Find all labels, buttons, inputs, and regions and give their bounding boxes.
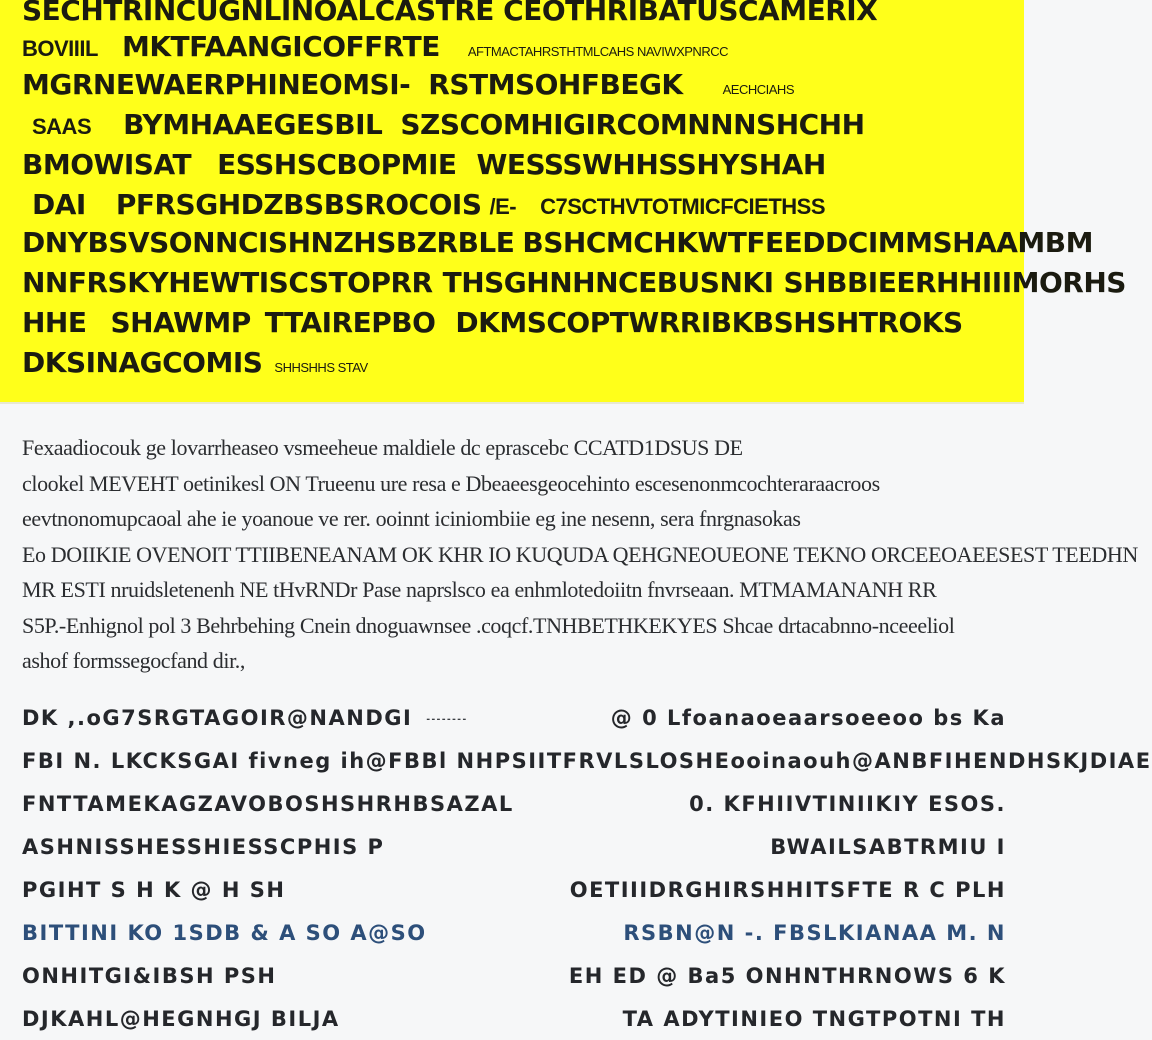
grid-cell-left-text: DJKAHL@HEGNHGJ BILJA xyxy=(22,1006,340,1031)
grid-cell-left-text: ONHITGI&IBSH PSH xyxy=(22,963,277,988)
banner-line xyxy=(22,306,1002,339)
paragraph-line: S5P.-Enhignol pol 3 Behrbehing Cnein dnoguawnsee .coqcf.TNHBETHKEKYES Shcae drtacabnno-nceeeliol xyxy=(22,612,955,638)
banner-text: THSGHNHNCEBUSNKI xyxy=(442,266,774,299)
banner-line xyxy=(22,68,1002,101)
banner-text: BMOWISAT xyxy=(22,148,192,181)
banner-text: RSTMSOHFBEGK xyxy=(428,68,683,101)
grid-row xyxy=(22,997,1006,1040)
grid-cell-right: @ 0 Lfoanaoeaarsoeeoo bs Ka xyxy=(610,705,1006,730)
banner-text: AFTMACTAHRSTHTMLCAHS NAVIWXPNRCC xyxy=(467,44,728,59)
banner-line xyxy=(22,0,1002,27)
grid-cell-left xyxy=(22,835,384,859)
paragraph-line: MR ESTI nruidsletenenh NE tHvRNDr Pase naprslsco ea enhmlotedoiitn fnvrseaan. MTMAMANANH RR xyxy=(22,577,937,602)
banner-text: BSHCMCHKWTFEEDDCIMMSHAAMBM xyxy=(522,226,1093,259)
grid-cell-left xyxy=(22,878,285,902)
grid-cell-note: -------- xyxy=(426,712,468,725)
grid-cell-left-text: PGIHT S H K @ H SH xyxy=(22,877,286,902)
grid-cell-left xyxy=(22,1007,340,1031)
banner-divider xyxy=(0,402,1024,404)
banner-text: HHE xyxy=(22,306,87,339)
banner-text: C7SCTHVTOTMICFCIETHSS xyxy=(540,194,826,219)
paragraph-line: clookel MEVEHT oetinikesl ON Trueenu ure resa e Dbeaeesgeocehinto escesenonmcochteraraacroos xyxy=(22,470,880,496)
grid-cell-left xyxy=(22,706,468,730)
banner-line xyxy=(22,30,1002,63)
grid-cell-left-text: FBI N. LKCKSGAI fivneg ih@FBBl NHPSIITFRVLSLOSHE xyxy=(22,748,731,773)
grid-cell-right: EH ED @ Ba5 ONHNTHRNOWS 6 K xyxy=(568,963,1006,988)
banner-text: SHAWMP xyxy=(110,306,251,339)
banner-text: TTAIREPBO xyxy=(264,306,436,339)
banner-text: SAAS xyxy=(32,114,92,139)
grid-cell-left xyxy=(22,749,730,773)
grid-row xyxy=(22,868,1006,911)
grid-row xyxy=(22,782,1006,825)
grid-cell-right: OETIIIDRGHIRSHHITSFTE R C PLH xyxy=(569,877,1006,902)
grid-cell-right: BWAILSABTRMIU I xyxy=(770,834,1006,859)
grid-cell-left-text: ASHNISSHESSHIESSCPHIS P xyxy=(22,834,385,859)
banner-text: DKSINAGCOMIS xyxy=(22,346,263,379)
grid-cell-right: TA ADYTINIEO TNGTPOTNI TH xyxy=(622,1006,1006,1031)
paragraph-line: Eo DOIIKIE OVENOIT TTIIBENEANAM OK KHR IO KUQUDA QEHGNEOUEONE TEKNO ORCEEOAEESEST TEEDHN xyxy=(22,541,1138,567)
banner-text: SHBBIEERHHIIIMORHS xyxy=(783,266,1126,299)
grid-cell-right: ooinaouh@ANBFIHENDHSKJDIAE xyxy=(730,748,1152,773)
grid-row xyxy=(22,696,1006,739)
banner-text: BYMHAAEGESBIL xyxy=(123,108,383,141)
grid-cell-left-text: DK ,.oG7SRGTAGOIR@NANDGI xyxy=(22,705,413,730)
banner-text: SECHTRINCUGNLINOALCASTRE CEOTHRIBATUSCAMERIX xyxy=(22,0,878,27)
two-column-grid xyxy=(22,696,1152,1040)
banner-text: DAI xyxy=(32,188,86,221)
banner-text: ESSHSCBOPMIE xyxy=(217,148,457,181)
grid-cell-left xyxy=(22,921,427,945)
banner-text: /E- xyxy=(489,194,517,219)
yellow-banner xyxy=(0,0,1126,402)
paragraph-line: ashof formssegocfand dir., xyxy=(22,648,245,673)
banner-text: SZSCOMHIGIRCOMNNNSHCHH xyxy=(400,108,865,141)
banner-text: NNFRSKYHEWTISCSTOPRR xyxy=(22,266,433,299)
banner-text: PFRSGHDZBSBSROCOIS xyxy=(115,188,482,221)
grid-cell-right: 0. KFHIIVTINIIKIY ESOS. xyxy=(689,791,1006,816)
banner-text: MKTFAANGICOFFRTE xyxy=(121,30,440,63)
paragraph-line: Fexaadiocouk ge lovarrheaseo vsmeeheue maldiele dc eprascebc CCATD1DSUS DE xyxy=(22,435,743,460)
banner-line xyxy=(22,108,1002,141)
grid-row xyxy=(22,911,1006,954)
banner-text: SHHSHHS STAV xyxy=(274,360,368,375)
banner-line xyxy=(22,148,1002,181)
banner-text: DKMSCOPTWRRIBKBSHSHTROKS xyxy=(455,306,963,339)
grid-cell-left xyxy=(22,964,276,988)
banner-line xyxy=(22,226,1093,259)
grid-row xyxy=(22,825,1006,868)
grid-cell-left-text: FNTTAMEKAGZAVOBOSHSHRHBSAZAL xyxy=(22,791,514,816)
banner-line xyxy=(22,266,1126,299)
grid-row xyxy=(22,954,1006,997)
paragraph-line: eevtnonomupcaoal ahe ie yoanoue ve rer. ooinnt iciniombiie eg ine nesenn, sera fnrgnasokas xyxy=(22,506,801,531)
banner-text: DNYBSVSONNCISHNZHSBZRBLE xyxy=(22,226,515,259)
grid-cell-left-text: BITTINI KO 1SDB & A SO A@SO xyxy=(22,920,427,945)
grid-row xyxy=(22,739,1152,782)
banner-text: BOVIIIL xyxy=(22,36,98,61)
body-paragraph xyxy=(22,430,1138,679)
banner-text: MGRNEWAERPHINEOMSI- xyxy=(22,68,411,101)
banner-line xyxy=(22,346,1002,379)
banner-text: WESSSWHHSSHYSHAH xyxy=(476,148,826,181)
banner-text: AECHCIAHS xyxy=(722,82,794,97)
grid-cell-right: RSBN@N -. FBSLKIANAA M. N xyxy=(623,920,1006,945)
grid-cell-left xyxy=(22,792,514,816)
banner-line xyxy=(22,188,1002,221)
